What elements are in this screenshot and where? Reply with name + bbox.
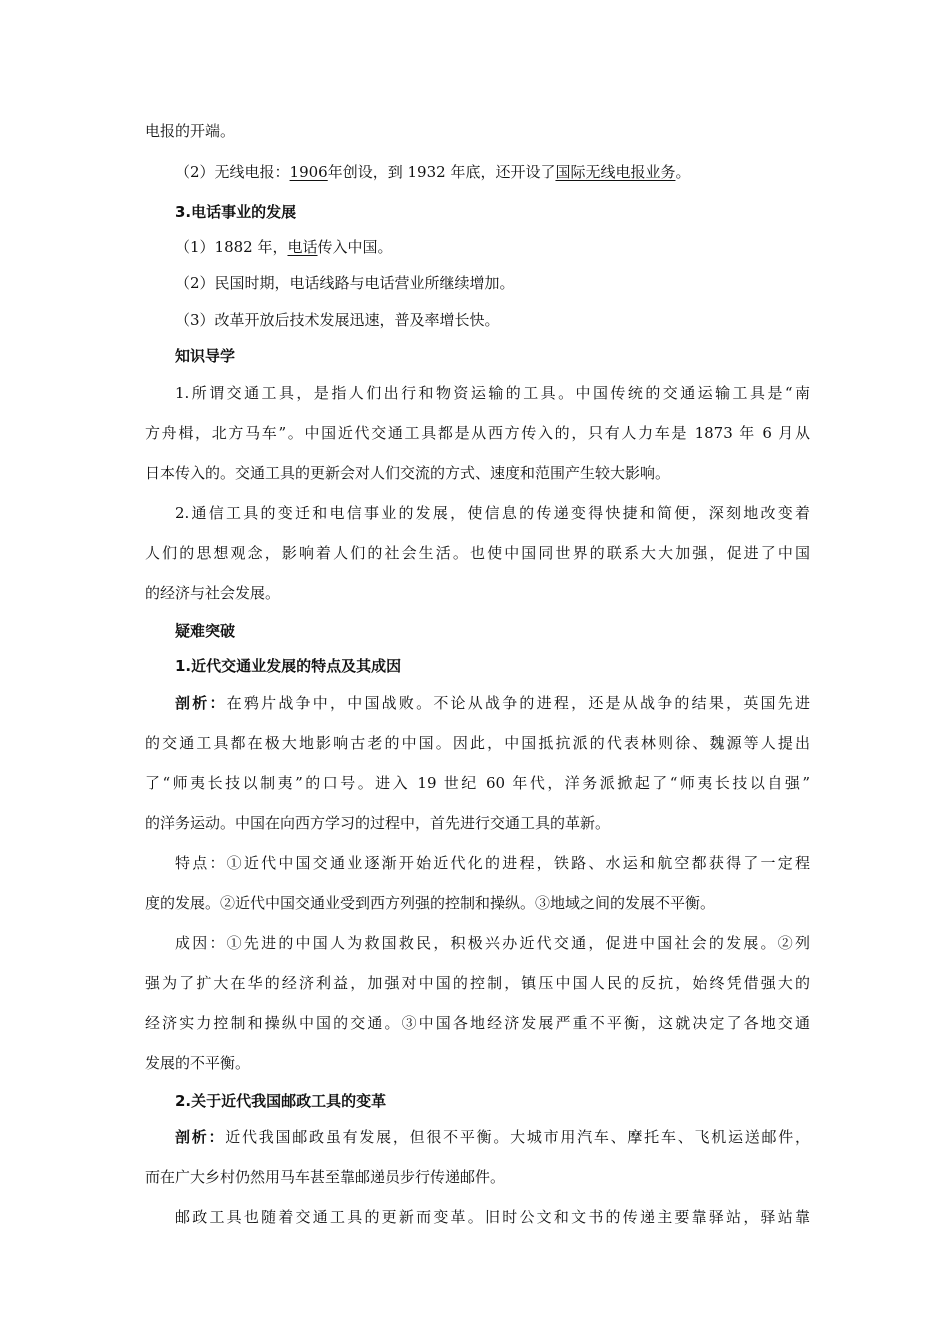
causes-line: 强为了扩大在华的经济利益，加强对中国的控制，镇压中国人民的反抗，始终凭借强大的 <box>145 974 810 992</box>
telephone-term: 电话 <box>287 238 318 256</box>
causes-line: 成因：①先进的中国人为救国救民，积极兴办近代交通，促进中国社会的发展。②列 <box>175 934 810 952</box>
guide2-line: 2.通信工具的变迁和电信事业的发展，使信息的传递变得快捷和简便，深刻地改变着 <box>175 504 810 522</box>
features-line: 特点：①近代中国交通业逐渐开始近代化的进程，铁路、水运和航空都获得了一定程 <box>175 854 810 872</box>
guide2-line: 的经济与社会发展。 <box>145 584 281 602</box>
features-line: 度的发展。②近代中国交通业受到西方列强的控制和操纵。③地域之间的发展不平衡。 <box>145 894 716 912</box>
guide1-line: 方舟楫，北方马车”。中国近代交通工具都是从西方传入的，只有人力车是 1873 年 6 月从 <box>145 424 810 442</box>
analysis1-line: 了“师夷长技以制夷”的口号。进入 19 世纪 60 年代，洋务派掀起了“师夷长技以自强” <box>145 774 810 792</box>
wireless-middle: 年创设，到 1932 年底，还开设了 <box>327 163 556 181</box>
guide1-line: 1.所谓交通工具，是指人们出行和物资运输的工具。中国传统的交通运输工具是“南 <box>175 384 810 402</box>
telephone-item-1 <box>175 236 393 258</box>
wireless-prefix: （2）无线电报： <box>175 163 290 181</box>
postal-line: 邮政工具也随着交通工具的更新而变革。旧时公文和文书的传递主要靠驿站，驿站靠 <box>175 1208 810 1226</box>
analysis1-text: 在鸦片战争中，中国战败。不论从战争的进程，还是从战争的结果，英国先进 <box>226 694 810 712</box>
heading-transport-features: 1.近代交通业发展的特点及其成因 <box>175 657 402 675</box>
analysis-label: 剖析： <box>175 1128 226 1146</box>
year-1906: 1906 <box>289 163 328 181</box>
wireless-telegraph-line <box>175 161 690 183</box>
analysis1-line <box>175 692 810 714</box>
analysis-label: 剖析： <box>175 694 227 712</box>
international-wireless-service: 国际无线电报业务 <box>555 163 676 181</box>
phone1-end: 传入中国。 <box>317 238 393 256</box>
phone1-prefix: （1）1882 年， <box>175 238 288 256</box>
causes-line: 发展的不平衡。 <box>145 1054 251 1072</box>
causes-line: 经济实力控制和操纵中国的交通。③中国各地经济发展严重不平衡，这就决定了各地交通 <box>145 1014 810 1032</box>
guide2-line: 人们的思想观念，影响着人们的社会生活。也使中国同世界的联系大大加强，促进了中国 <box>145 544 810 562</box>
analysis2-line <box>175 1126 810 1148</box>
guide1-line: 日本传入的。交通工具的更新会对人们交流的方式、速度和范围产生较大影响。 <box>145 464 671 482</box>
paragraph-line: 电报的开端。 <box>145 122 236 140</box>
analysis2-line: 而在广大乡村仍然用马车甚至靠邮递员步行传递邮件。 <box>145 1168 506 1186</box>
analysis2-text: 近代我国邮政虽有发展，但很不平衡。大城市用汽车、摩托车、飞机运送邮件， <box>225 1128 810 1146</box>
heading-postal-tools: 2.关于近代我国邮政工具的变革 <box>175 1092 387 1110</box>
telephone-item-3: （3）改革开放后技术发展迅速，普及率增长快。 <box>175 311 500 329</box>
heading-difficulties: 疑难突破 <box>175 622 236 640</box>
wireless-end: 。 <box>675 163 691 181</box>
analysis1-line: 的交通工具都在极大地影响古老的中国。因此，中国抵抗派的代表林则徐、魏源等人提出 <box>145 734 810 752</box>
heading-knowledge-guide: 知识导学 <box>175 347 236 365</box>
analysis1-line: 的洋务运动。中国在向西方学习的过程中，首先进行交通工具的革新。 <box>145 814 611 832</box>
telephone-item-2: （2）民国时期，电话线路与电话营业所继续增加。 <box>175 274 515 292</box>
heading-telephone: 3.电话事业的发展 <box>175 203 297 221</box>
